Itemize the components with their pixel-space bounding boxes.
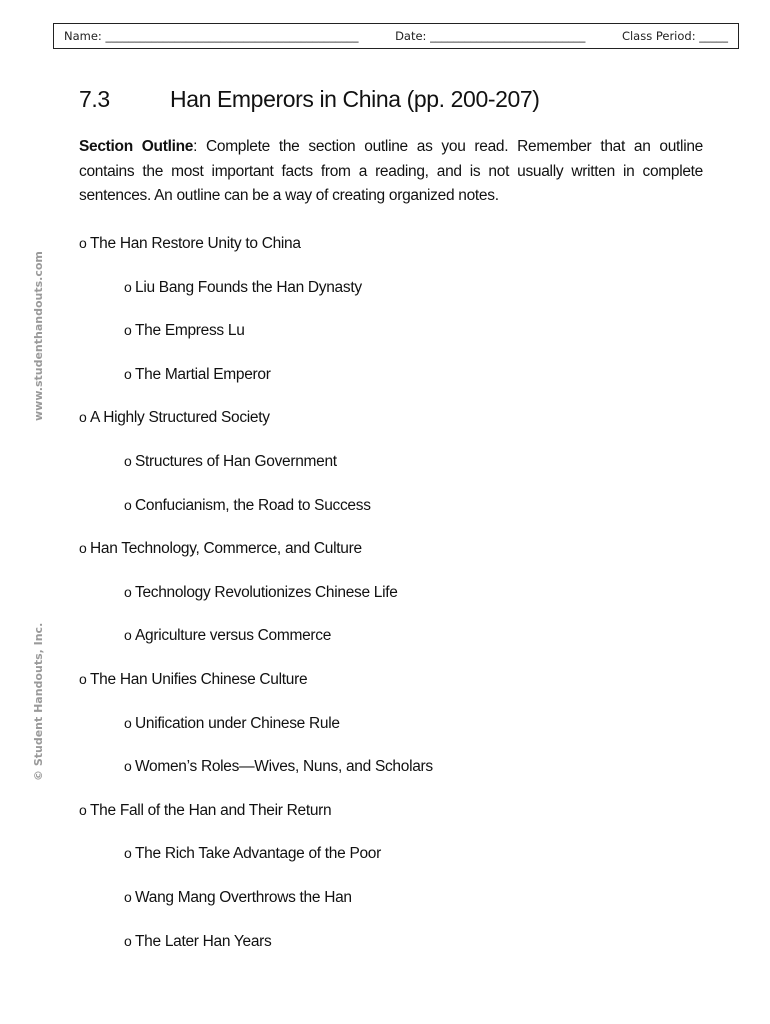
outline-heading xyxy=(79,666,719,710)
outline-bullet-icon: o xyxy=(124,932,132,949)
outline-heading xyxy=(79,404,719,448)
outline-subheading xyxy=(79,840,719,884)
section-number: 7.3 xyxy=(79,86,110,112)
class-period-field: Class Period: _____ xyxy=(621,29,728,43)
outline-subheading xyxy=(79,448,719,492)
outline-heading xyxy=(79,797,719,841)
outline-subheading xyxy=(79,579,719,623)
student-info-header xyxy=(53,23,739,49)
outline-bullet-icon: o xyxy=(124,583,132,600)
outline-heading xyxy=(79,230,719,274)
outline-bullet-icon: o xyxy=(124,496,132,513)
outline-item-text: Technology Revolutionizes Chinese Life xyxy=(135,583,398,601)
outline-bullet-icon: o xyxy=(79,801,87,818)
outline-subheading xyxy=(79,274,719,318)
date-field: Date: ___________________________ xyxy=(395,29,586,43)
outline-bullet-icon: o xyxy=(79,540,87,557)
outline-item-text: The Later Han Years xyxy=(135,932,272,950)
outline-bullet-icon: o xyxy=(79,235,87,251)
outline-subheading xyxy=(79,622,719,666)
outline-item-text: Women’s Roles—Wives, Nuns, and Scholars xyxy=(135,758,433,776)
outline-bullet-icon: o xyxy=(124,627,132,644)
outline-bullet-icon: o xyxy=(124,845,132,862)
outline-bullet-icon: o xyxy=(124,322,132,339)
outline-subheading xyxy=(79,884,719,928)
outline-bullet-icon: o xyxy=(79,409,87,426)
instructions-label: Section Outline xyxy=(79,138,194,155)
outline-item-text: The Han Unifies Chinese Culture xyxy=(90,670,308,688)
copyright-watermark: © Student Handouts, Inc. xyxy=(32,622,45,781)
website-watermark: www.studenthandouts.com xyxy=(32,251,45,421)
outline-item-text: The Martial Emperor xyxy=(135,365,271,383)
outline-subheading xyxy=(79,492,719,536)
outline-item-text: The Rich Take Advantage of the Poor xyxy=(135,845,381,863)
outline-bullet-icon: o xyxy=(124,278,132,295)
section-outline-list xyxy=(79,230,719,971)
outline-item-text: The Fall of the Han and Their Return xyxy=(90,801,332,819)
outline-bullet-icon: o xyxy=(124,888,132,905)
outline-item-text: Structures of Han Government xyxy=(135,452,337,470)
outline-item-text: Unification under Chinese Rule xyxy=(135,714,340,732)
outline-item-text: The Empress Lu xyxy=(135,322,245,340)
outline-subheading xyxy=(79,317,719,361)
outline-heading xyxy=(79,535,719,579)
outline-item-text: The Han Restore Unity to China xyxy=(90,235,301,252)
outline-item-text: Agriculture versus Commerce xyxy=(135,627,332,645)
instructions-text: : Complete the section outline as you read. Remember that an outline contains the most important facts from a reading, and is not usually written in complete sentences. An outline can be a way of creating organized notes. xyxy=(79,138,703,204)
outline-bullet-icon: o xyxy=(124,714,132,731)
outline-item-text: Liu Bang Founds the Han Dynasty xyxy=(135,278,362,296)
page-title xyxy=(79,86,540,113)
section-title: Han Emperors in China (pp. 200-207) xyxy=(170,86,540,112)
outline-bullet-icon: o xyxy=(124,365,132,382)
outline-bullet-icon: o xyxy=(124,452,132,469)
outline-subheading xyxy=(79,361,719,405)
outline-item-text: Wang Mang Overthrows the Han xyxy=(135,888,352,906)
outline-subheading xyxy=(79,753,719,797)
outline-bullet-icon: o xyxy=(79,670,87,687)
outline-subheading xyxy=(79,928,719,972)
outline-item-text: Han Technology, Commerce, and Culture xyxy=(90,540,362,558)
name-field: Name: ____________________________________________ xyxy=(64,29,359,43)
outline-bullet-icon: o xyxy=(124,758,132,775)
outline-item-text: Confucianism, the Road to Success xyxy=(135,496,371,514)
outline-subheading xyxy=(79,710,719,754)
outline-item-text: A Highly Structured Society xyxy=(90,409,270,427)
section-outline-instructions xyxy=(79,135,703,209)
